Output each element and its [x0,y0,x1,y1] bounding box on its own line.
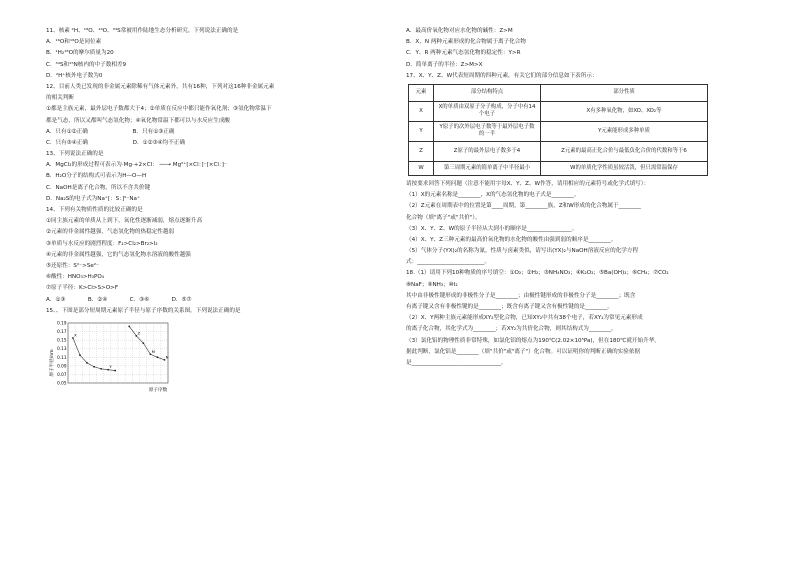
table-header-element: 元素 [409,84,434,101]
cell-element: Z [409,141,434,161]
right-bottom-line-4: （3）X、Y、Z、W的原子半径从大到小的顺序是________________。 [406,225,578,232]
table-body [409,101,708,175]
element-info-table [408,84,708,176]
chart-point [100,368,102,370]
chart-point [142,342,144,344]
chart-point [128,325,130,327]
table-row [409,101,708,121]
chart-y-tick-label: 0.07 [57,371,67,377]
right-column [406,26,751,369]
cell-property: Y元素能形成多种单质 [541,121,708,141]
left-line-0: 11、核素 ²H、¹⁸O、¹⁶O、³⁴S常被用作陆地生态分析研究。下列说法正确的是 [46,28,239,34]
right-bottom-line-15: 据此判断，氯化铝是________（填"共价"或"离子"）化合物。可以证明你的判断正确的实验依据 [406,348,641,355]
chart-y-tick-label: 0.13 [57,346,67,352]
left-line-5: 12、目前人类已发现的非金属元素除稀有气体元素外，共有16种，下列对这16种非金属元素 [46,83,275,90]
cell-property: X有多种氧化物，如XO、XO₂等 [541,101,708,121]
left-line-1: A．¹⁶O和¹⁸O是同位素 [46,39,102,46]
table-row [409,161,708,175]
left-question-lines [46,26,386,317]
table-row [409,141,708,161]
chart-point [93,366,95,368]
chart-point-label: Z [137,330,141,336]
chart-x-label: 原子序数 [148,387,168,393]
left-line-7: ①都是主族元素，最外层电子数都大于4；②单质在反应中都只能作氧化剂；③氢化物常温下 [46,106,272,113]
right-top-line-2: C．Y、R 两种元素气态氢化物的稳定性：Y>R [406,50,521,57]
radius-chart-svg [46,319,196,397]
right-bottom-line-0: 请按要求回答下列问题（注意不能用字母X、Y、Z、W作答，请用相应的元素符号或化学式填写）： [406,180,650,187]
chart-y-tick-label: 0.15 [57,337,67,343]
left-line-12: A．MgCl₂的形成过程可表示为·Mg·+2×Cl： ──→ Mg²⁺[×Cl：]⁻[×Cl：]⁻ [46,162,227,169]
cell-structure: Z原子的最外层电子数多于4 [434,141,541,161]
right-bottom-lines [406,179,751,369]
right-bottom-line-5: （4）X、Y、Z三种元素的最高价氧化物的水化物的酸性由强到弱的顺序是________。 [406,236,617,243]
right-top-line-4: 17、X、Y、Z、W代表短周期的四种元素，有关它们的部分信息如下表所示： [406,72,598,79]
left-line-24: A．①③ B．②④ C．③⑥ D．⑤⑦ [46,296,192,303]
right-bottom-line-12: （2）X、Y两种主族元素能形成XY₂型化合物，已知XY₂中共有38个电子，若XY₂为常见元素形成 [406,315,643,322]
cell-property: Z元素的最高正化合价与最低负化合价的代数和等于6 [541,141,708,161]
chart-point [86,362,88,364]
left-column [46,26,386,397]
chart-y-ticks [57,320,67,385]
chart-y-tick-label: 0.05 [57,380,67,386]
radius-chart [46,319,196,397]
right-bottom-line-1: （1）X的元素名称是________，X的气态氢化物的电子式是________。 [406,192,580,199]
left-line-20: ④元素的非金属性越强，它的气态氢化物水溶液的酸性越强 [46,251,191,258]
left-line-19: ③单质与水反应的剧烈程度：F₂>Cl₂>Br₂>I₂ [46,240,158,247]
right-bottom-line-6: （5）气体分子(YX)₂的名称为氰，性质与卤素类似，请写出(YX)₂与NaOH溶液反应的化学方程 [406,248,639,255]
right-bottom-line-11: 有离子键又含有非极性键的是________；既含有离子键又含有极性键的是________。 [406,304,613,310]
left-line-11: 13、下列说法正确的是 [46,151,104,158]
cell-structure: Y原子的次外层电子数等于最外层电子数的一半 [434,121,541,141]
chart-point-label: X [74,332,77,338]
chart-y-tick-label: 0.17 [57,328,67,334]
left-line-13: B．H₂O分子的结构式可表示为H—O—H [46,173,147,180]
chart-y-tick-label: 0.19 [57,320,67,326]
left-line-14: C．NaOH是离子化合物，所以不含共价键 [46,184,151,191]
right-bottom-line-13: 的离子化合物，其化学式为________；若XY₂为共价化合物，则其结构式为________。 [406,326,617,333]
left-line-9: A．只有①②正确 B．只有①③正确 [46,128,175,135]
right-bottom-line-7: 式：________________________。 [406,259,490,266]
right-bottom-line-16: 是________________________________。 [406,359,507,366]
left-line-4: D．²H⁺核外电子数为0 [46,72,103,79]
right-top-line-3: D．简单离子的半径：Z>M>X [406,61,483,68]
chart-y-tick-label: 0.09 [57,363,67,369]
right-top-line-1: B．X、N 两种元素形成的化合物属于离子化合物 [406,39,526,46]
right-bottom-line-14: （3）氯化铝的物理性质非常特殊，如氯化铝的熔点为190℃(2.02×10⁵Pa)，但在180℃就开始升华。 [406,337,660,344]
left-line-23: ⑦原子半径：K>Cl>S>O>F [46,285,119,292]
right-bottom-line-3: 化合物（填"离子"或"共价"）。 [406,214,481,221]
chart-point [114,370,116,372]
left-line-17: ①同主族元素的单质从上到下，氧化性逐渐减弱，熔点逐渐升高 [46,218,203,225]
chart-point-label: N [165,354,169,360]
right-bottom-line-2: （2）Z元素在周期表中的位置是第____周期，第________族，Z和W形成的化合物属于________ [406,203,641,210]
left-line-8: 都是气态，所以又都叫气态氢化物；④氧化物常温下都可以与水反应生成酸 [46,117,231,124]
cell-property: W的单质化学性质虽较活泼，但只需常温保存 [541,161,708,175]
chart-point-label: M [151,348,155,354]
cell-element: W [409,161,434,175]
right-top-lines [406,26,751,82]
right-bottom-line-9: ⑧NaF；⑨NH₃；⑩I₂ [406,281,458,288]
left-line-25: 15、、下图是部分短周期元素原子半径与原子序数的关系图。下列说法正确的是 [46,307,241,314]
left-line-16: 14、下列有关物质性质的比较正确的是 [46,207,143,213]
left-line-2: B．¹H₂¹⁸O的摩尔质量为20 [46,50,114,57]
chart-point [79,354,81,356]
cell-element: Y [409,121,434,141]
chart-y-label: 原子半径/nm [50,349,55,377]
left-line-10: C．只有③④正确 D．①②③④均不正确 [46,139,185,146]
right-bottom-line-10: 其中由非极性键形成的非极性分子是________；由极性键形成的非极性分子是________；既含 [406,292,636,299]
left-line-21: ⑤还原性：S²⁻>Se²⁻ [46,262,100,269]
cell-structure: X的单质由双原子分子构成，分子中有14个电子 [434,101,541,121]
chart-y-tick-label: 0.11 [57,354,67,360]
table-row [409,121,708,141]
left-line-15: D．Na₂S的电子式为Na⁺[：S：]²⁻Na⁺ [46,195,140,202]
left-line-22: ⑥酸性：HNO₃>H₃PO₄ [46,274,104,281]
table-header-structure: 部分结构特点 [434,84,541,101]
left-line-18: ②元素的非金属性越强，气态氢化物的热稳定性越弱 [46,229,175,236]
table-header-property: 部分性质 [541,84,708,101]
right-bottom-line-8: 18.（1）请用下列10种物质的序号填空：①O₂；②H₂；③NH₄NO₃；④K₂O₂；⑤Ba(OH)₂；⑥CH₄；⑦CO₂ [406,270,669,277]
chart-point [157,356,159,358]
right-top-line-0: A．最高价氧化物对应水化物的碱性：Z>M [406,28,513,34]
chart-point-label: Y [109,364,112,370]
cell-element: X [409,101,434,121]
cell-structure: 第三周期元素的简单离子中半径最小 [434,161,541,175]
left-line-6: 的相关判断 [46,95,74,102]
table-header-row [409,84,708,101]
left-line-3: C．³⁴S和¹⁵N核内的中子数相差9 [46,61,127,68]
